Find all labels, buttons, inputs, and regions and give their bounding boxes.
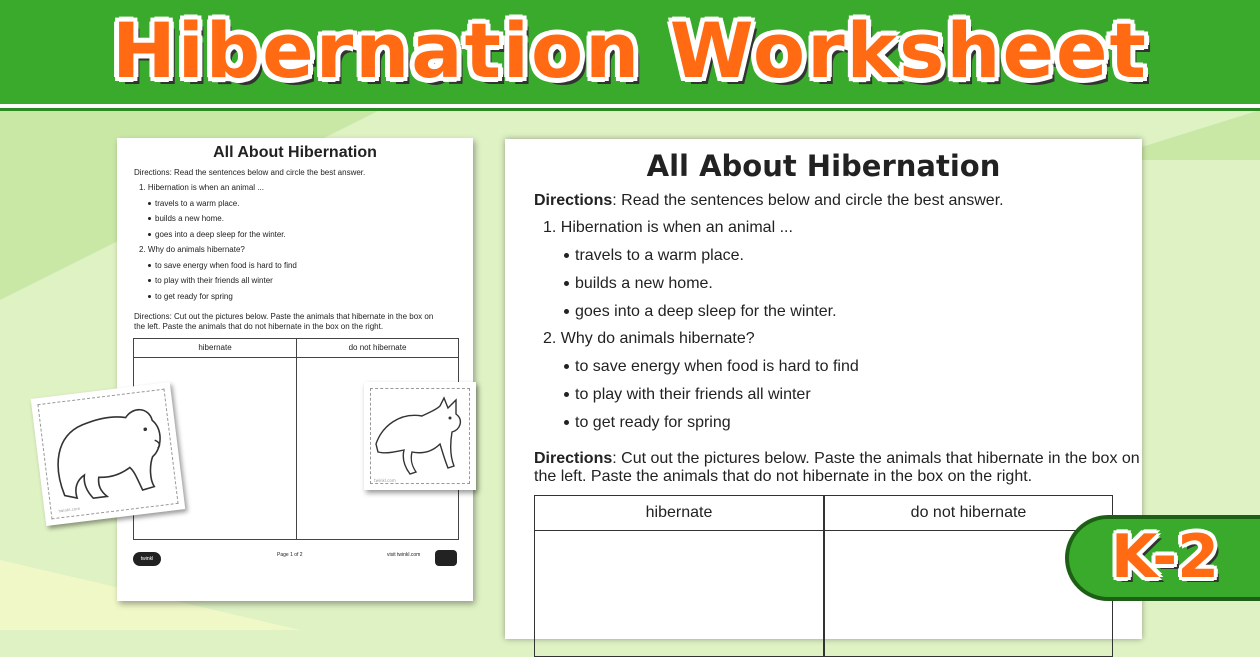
bear-card-caption: twinkl.com xyxy=(58,505,81,514)
header-not-hibernate: do not hibernate xyxy=(825,496,1112,531)
twinkl-badge-icon xyxy=(435,550,457,566)
bear-picture-card xyxy=(31,382,186,526)
thumbnail-page-number: Page 1 of 2 xyxy=(277,552,303,558)
q1-option: builds a new home. xyxy=(575,275,713,292)
thumbnail-q2-option: to save energy when food is hard to find xyxy=(155,261,297,270)
thumbnail-title: All About Hibernation xyxy=(213,144,377,161)
worksheet-enlarged xyxy=(505,139,1142,639)
thumbnail-header-not-hibernate: do not hibernate xyxy=(297,339,458,358)
bear-icon xyxy=(31,382,186,526)
thumbnail-q2-option: to play with their friends all winter xyxy=(155,276,273,285)
worksheet-title: All About Hibernation xyxy=(646,149,1001,183)
worksheet-thumbnail xyxy=(117,138,473,601)
thumbnail-question-2: 2. Why do animals hibernate? xyxy=(139,245,245,254)
header-hibernate: hibernate xyxy=(535,496,823,531)
fox-picture-card xyxy=(364,382,476,490)
thumbnail-header-hibernate: hibernate xyxy=(134,339,296,358)
fox-card-caption: twinkl.com xyxy=(374,478,396,483)
q1-option: travels to a warm place. xyxy=(575,247,744,264)
sort-table xyxy=(534,495,1113,657)
thumbnail-directions-1: Directions: Read the sentences below and circle the best answer. xyxy=(134,168,366,177)
q2-option: to get ready for spring xyxy=(575,414,731,431)
directions-2-label: Directions xyxy=(534,450,613,467)
directions-1-label: Directions xyxy=(534,192,613,209)
directions-2-line-2: the left. Paste the animals that do not hibernate in the box on the right. xyxy=(534,468,1033,485)
directions-1 xyxy=(534,191,1004,211)
twinkl-logo: twinkl xyxy=(133,552,161,566)
thumbnail-q1-option: goes into a deep sleep for the winter. xyxy=(155,230,286,239)
q2-option: to play with their friends all winter xyxy=(575,386,811,403)
grade-label: K-2 xyxy=(1111,522,1219,592)
thumbnail-question-1: 1. Hibernation is when an animal ... xyxy=(139,183,264,192)
question-2: 2. Why do animals hibernate? xyxy=(543,330,755,347)
page-title: Hibernation Worksheet xyxy=(112,6,1148,95)
fox-icon xyxy=(364,382,476,490)
thumbnail-directions-2b: the left. Paste the animals that do not hibernate in the box on the right. xyxy=(134,322,384,331)
thumbnail-directions-2: Directions: Cut out the pictures below. Paste the animals that hibernate in the box on xyxy=(134,312,434,321)
question-1: 1. Hibernation is when an animal ... xyxy=(543,219,793,236)
directions-2-text: : Cut out the pictures below. Paste the animals that hibernate in the box on xyxy=(612,450,1140,467)
q1-option: goes into a deep sleep for the winter. xyxy=(575,303,837,320)
directions-1-text: : Read the sentences below and circle the best answer. xyxy=(612,192,1004,209)
thumbnail-q1-option: travels to a warm place. xyxy=(155,199,240,208)
thumbnail-q2-option: to get ready for spring xyxy=(155,292,233,301)
q2-option: to save energy when food is hard to find xyxy=(575,358,859,375)
thumbnail-q1-option: builds a new home. xyxy=(155,214,224,223)
directions-2 xyxy=(534,449,1140,469)
thumbnail-footer-site: visit twinkl.com xyxy=(387,552,421,558)
